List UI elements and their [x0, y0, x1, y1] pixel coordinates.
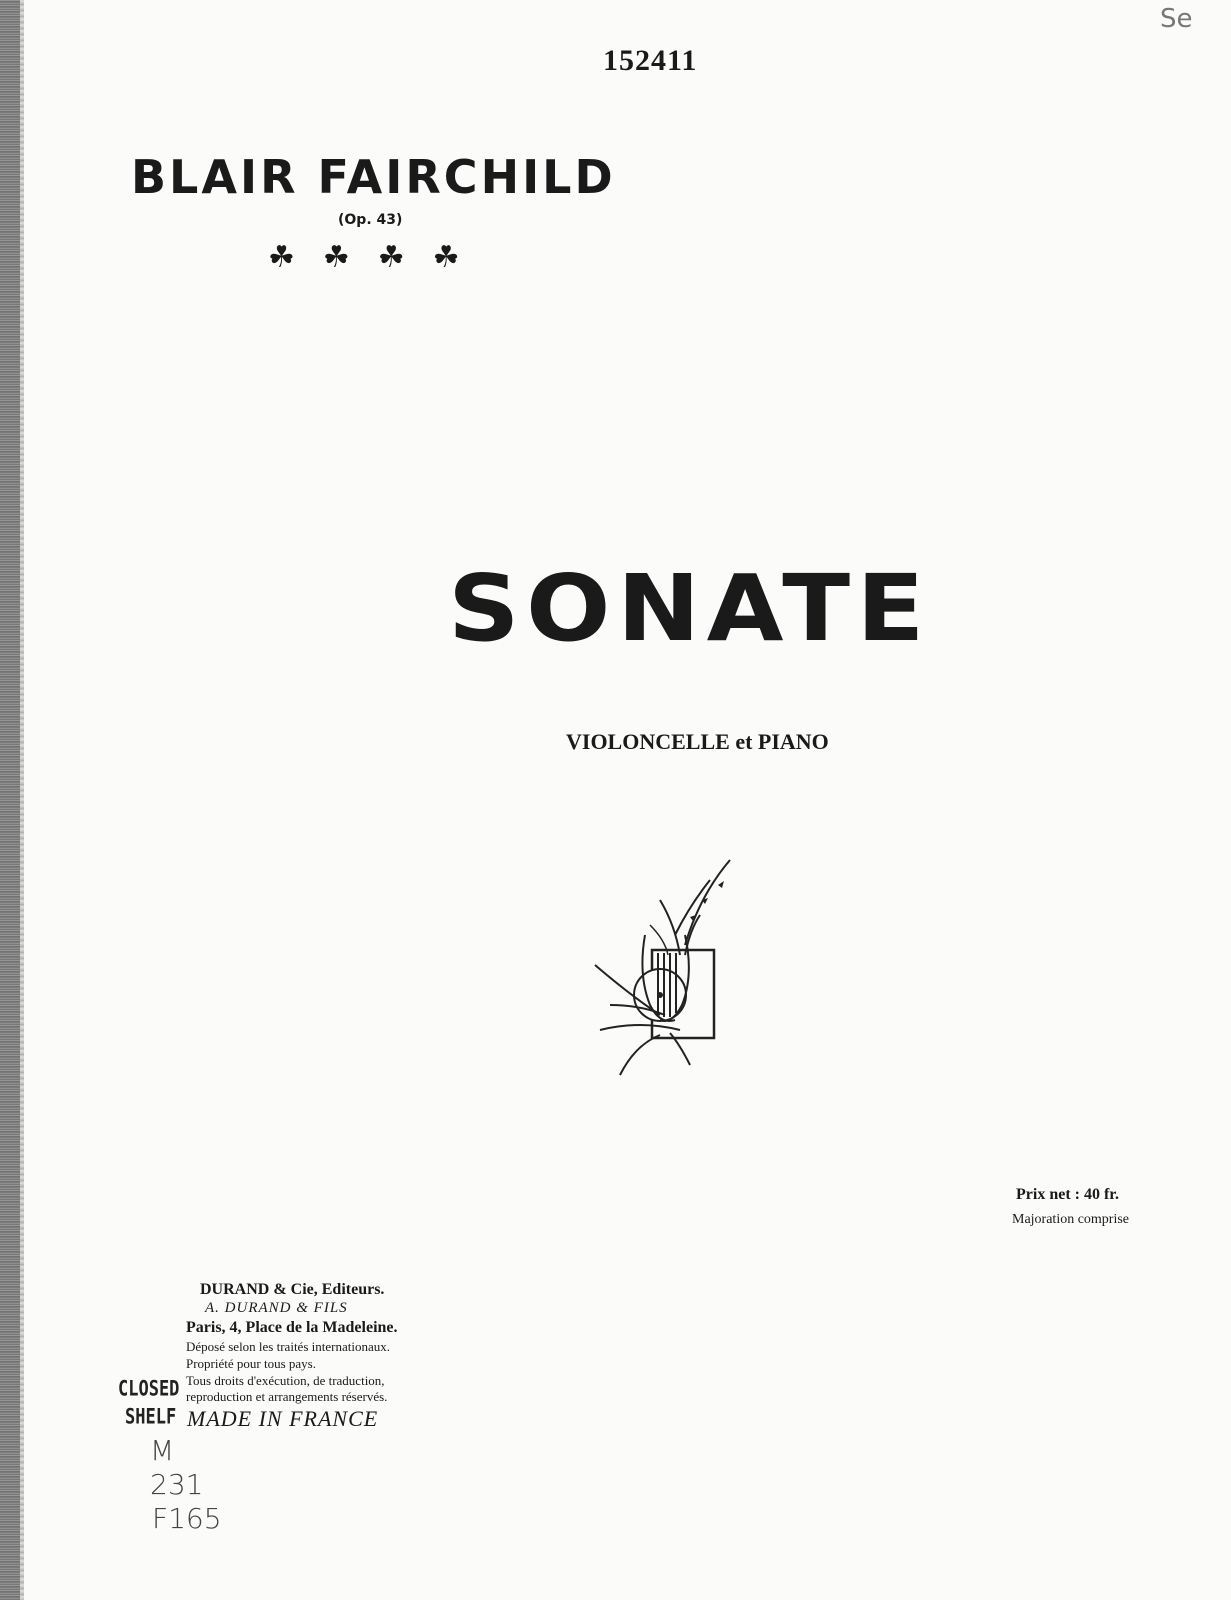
made-in-label: MADE IN FRANCE: [187, 1406, 379, 1431]
rights-line: Tous droits d'exécution, de traduction,: [186, 1373, 385, 1388]
price-note: Majoration comprise: [1012, 1212, 1130, 1227]
corner-pencil-mark: Se: [1160, 4, 1193, 34]
publisher-firm: A. DURAND & FILS: [205, 1300, 348, 1316]
rights-line: reproduction et arrangements réservés.: [186, 1389, 388, 1404]
clover-ornaments: ☘☘☘☘: [268, 241, 488, 274]
page-title: SONATE: [448, 555, 931, 662]
library-stamp-shelf: SHELF: [125, 1404, 177, 1430]
opus-number: (Op. 43): [338, 212, 403, 228]
call-number-line: F165: [152, 1502, 222, 1535]
call-number-line: M: [150, 1434, 175, 1467]
spine-binding-edge: [20, 0, 24, 1600]
publisher-name: DURAND & Cie, Editeurs.: [200, 1281, 385, 1298]
rights-line: Propriété pour tous pays.: [186, 1356, 316, 1371]
lyre-vignette-icon: [590, 855, 740, 1080]
plate-number: 152411: [603, 44, 698, 77]
instrumentation-subtitle: VIOLONCELLE et PIANO: [566, 729, 829, 754]
publisher-address: Paris, 4, Place de la Madeleine.: [186, 1319, 398, 1336]
rights-line: Déposé selon les traités internationaux.: [186, 1339, 390, 1354]
composer-name: BLAIR FAIRCHILD: [131, 150, 616, 204]
spine-binding: [0, 0, 20, 1600]
price-label: Prix net : 40 fr.: [1016, 1186, 1119, 1203]
library-stamp-closed: CLOSED: [118, 1376, 180, 1402]
call-number-line: 231: [150, 1468, 204, 1501]
